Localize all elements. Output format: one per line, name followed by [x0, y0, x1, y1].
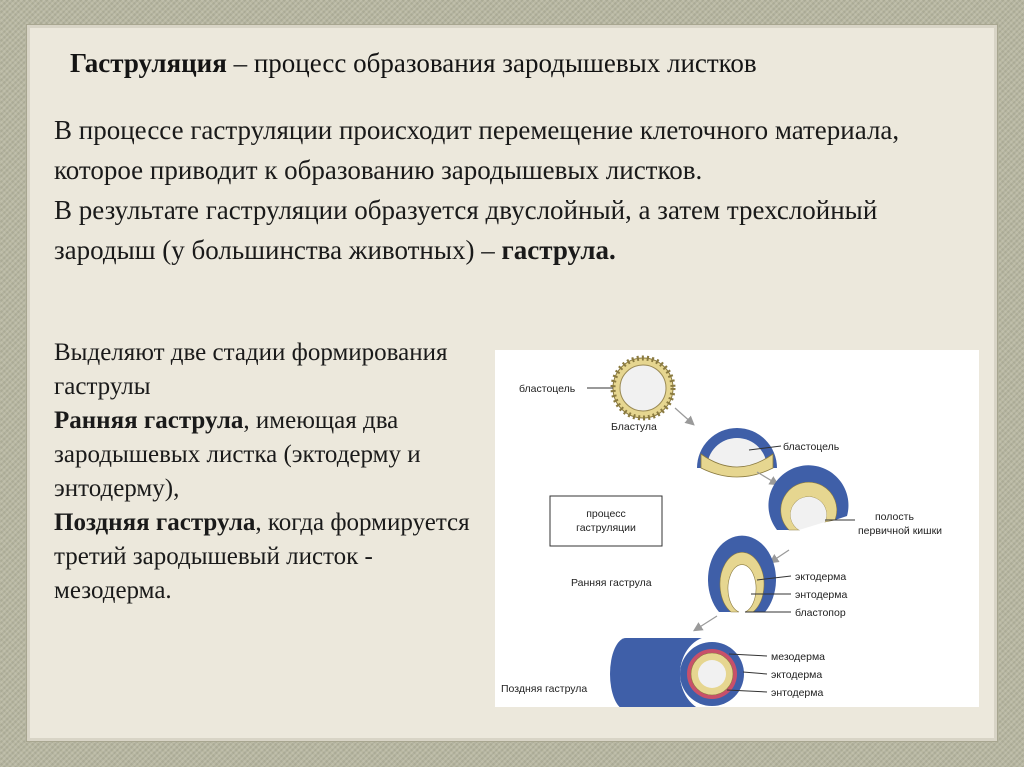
arrow-1 — [675, 408, 693, 424]
process-label-line2: гаструляции — [576, 522, 636, 534]
stages-lead: Выделяют две стадии формирования гаструлы — [54, 339, 448, 400]
invagination-drawing — [697, 428, 777, 477]
stage-early-desc: , имеющая два зародышевых листка (эктодерму и энтодерму), — [54, 407, 421, 502]
label-ectoderm-2: эктодерма — [771, 669, 823, 681]
stage-early — [54, 404, 494, 506]
label-cavity-line1: полость — [875, 511, 914, 523]
gastrulation-figure — [495, 350, 979, 707]
arrow-3 — [771, 550, 789, 562]
arrow-2 — [757, 472, 777, 484]
gastrulation-diagram — [495, 350, 979, 707]
late-gastrula-drawing — [610, 636, 744, 707]
label-early-gastrula: Ранняя гаструла — [571, 577, 652, 589]
blastula-drawing — [613, 358, 673, 418]
arrow-4 — [695, 616, 717, 630]
stages-text — [54, 336, 494, 608]
early-gastrula-drawing — [708, 536, 776, 612]
label-blastocoel-2: бластоцель — [783, 441, 840, 453]
slide-title — [70, 48, 970, 79]
intro-paragraph-2-text: В результате гаструляции образуется двуслойный, а затем трехслойный зародыш (у большинства животных) – — [54, 195, 878, 265]
label-endoderm-1: энтодерма — [795, 589, 848, 601]
title-term: Гаструляция — [70, 48, 227, 78]
stage-late-desc: , когда формируется третий зародышевый листок - мезодерма. — [54, 509, 470, 604]
stage-early-term: Ранняя гаструла — [54, 407, 244, 434]
leader-line — [743, 672, 767, 674]
label-blastocoel-1: бластоцель — [519, 383, 576, 395]
label-endoderm-2: энтодерма — [771, 687, 824, 699]
intro-paragraph-2-bold: гаструла. — [501, 235, 616, 265]
slide — [30, 28, 994, 738]
label-mesoderm: мезодерма — [771, 651, 825, 663]
label-blastopore: бластопор — [795, 607, 846, 619]
intro-text — [54, 110, 984, 270]
stage-late — [54, 506, 494, 608]
process-label-line1: процесс — [586, 508, 626, 520]
label-late-gastrula: Поздняя гаструла — [501, 683, 588, 695]
process-box — [550, 496, 662, 546]
label-ectoderm-1: эктодерма — [795, 571, 847, 583]
intro-paragraph-1: В процессе гаструляции происходит перемещение клеточного материала, которое приводит к образованию зародышевых листков. — [54, 115, 900, 185]
intro-paragraph-2 — [54, 190, 984, 270]
label-cavity-line2: первичной кишки — [858, 525, 943, 537]
stage-late-term: Поздняя гаструла — [54, 509, 256, 536]
label-blastula: Бластула — [611, 421, 657, 433]
title-rest: – процесс образования зародышевых листков — [226, 48, 757, 78]
